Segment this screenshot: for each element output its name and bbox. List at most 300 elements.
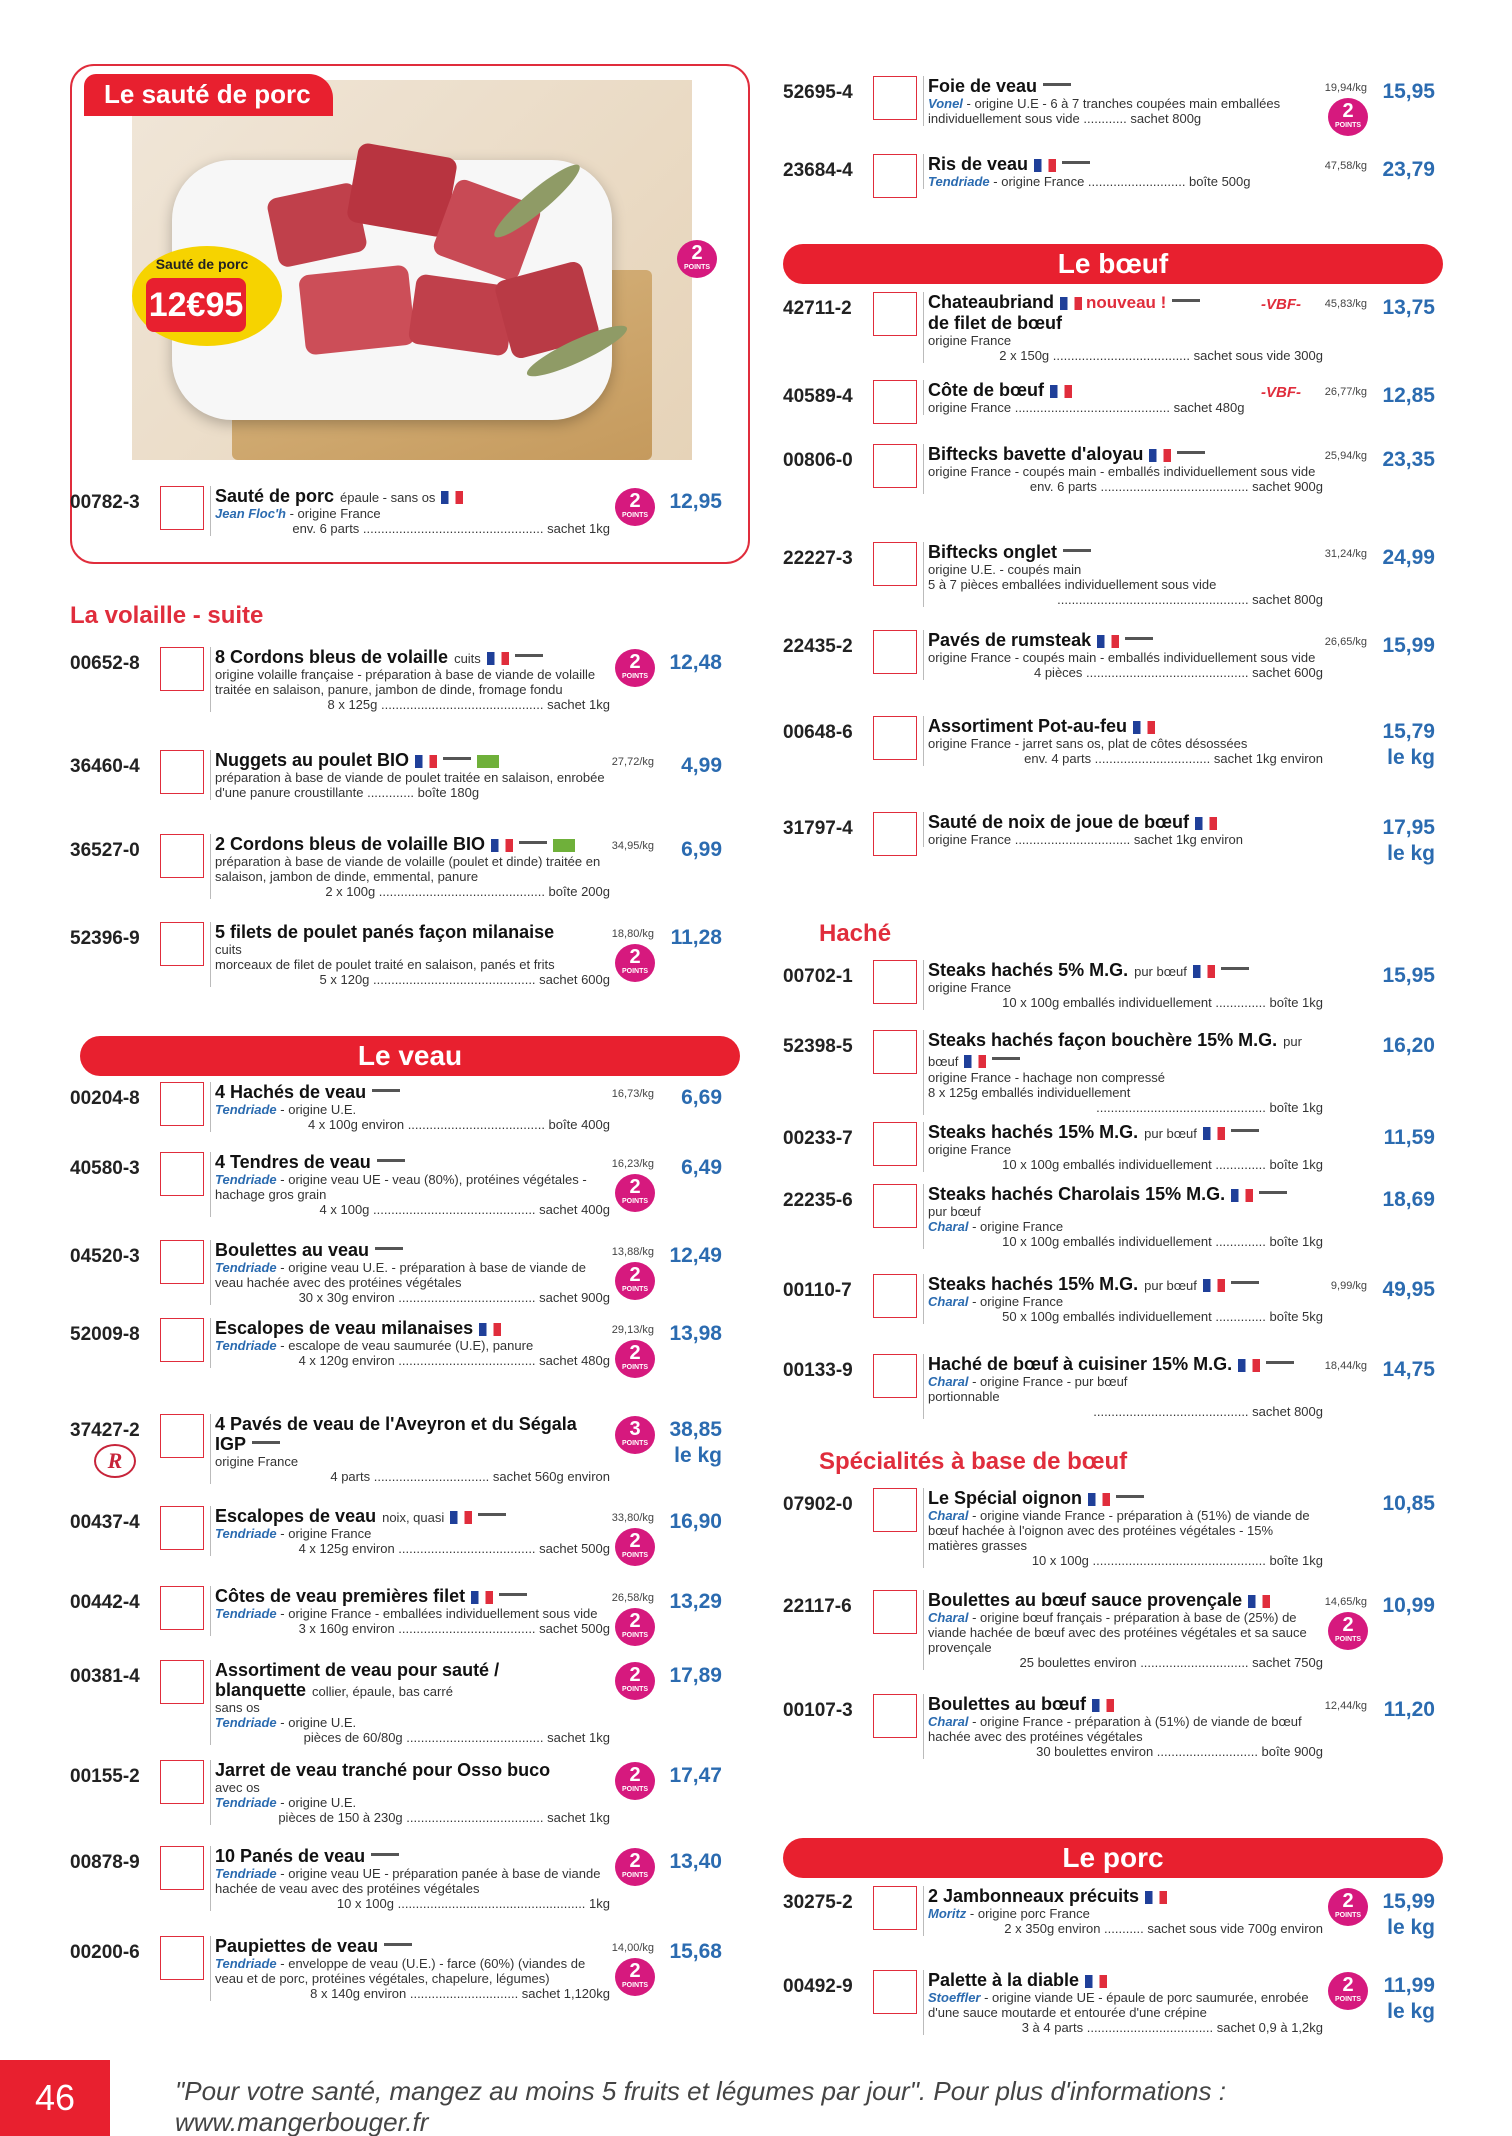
product-code: 30275-2 (783, 1892, 853, 1913)
product-name: Côte de bœuf (928, 380, 1044, 400)
product-price: 14,75 (1382, 1358, 1435, 1381)
product-details: origine volaille française - préparation à base de viande de volaille traitée en salaison, panure, jambon de dinde, fromage fondu (215, 667, 596, 697)
packaging: 3 x 160g environ ...................................... sachet 500g (298, 1621, 610, 1636)
order-checkbox[interactable] (160, 834, 204, 878)
brand-name: Tendriade (215, 1956, 277, 1971)
order-checkbox[interactable] (160, 1936, 204, 1980)
product-price: 11,28 (670, 926, 722, 949)
packaging: env. 6 parts .................................................. sachet 1kg (292, 521, 610, 536)
france-flag-icon (1231, 1189, 1253, 1202)
product-price: 15,95 (1382, 80, 1435, 103)
product-code: 36527-0 (70, 840, 140, 861)
price-per-kg: 16,23/kg (611, 1158, 654, 1170)
order-checkbox[interactable] (160, 922, 204, 966)
packaging: 4 x 100g ............................................. sachet 400g (319, 1202, 610, 1217)
section-specialites: Spécialités à base de bœuf (819, 1448, 1128, 1475)
order-checkbox[interactable] (873, 1694, 917, 1738)
section-hache: Haché (819, 920, 892, 947)
brand-name: Jean Floc'h (215, 506, 286, 521)
france-flag-icon (441, 491, 463, 504)
product-name: Jarret de veau tranché pour Osso buco (215, 1760, 551, 1780)
order-checkbox[interactable] (873, 630, 917, 674)
product-name: 4 Pavés de veau de l'Aveyron et du Ségala IGP (215, 1414, 577, 1454)
product-qualifier: noix, quasi (382, 1510, 445, 1525)
france-flag-icon (1203, 1127, 1225, 1140)
product-qualifier: pur bœuf (1144, 1278, 1197, 1293)
france-flag-icon (1145, 1891, 1167, 1904)
price-per-kg: 45,83/kg (1324, 298, 1367, 310)
product-details: pur bœuf Charal - origine France (928, 1204, 1064, 1234)
product-description (210, 1414, 610, 1484)
product-name: Escalopes de veau milanaises (215, 1318, 474, 1338)
brand-name: Tendriade (215, 1102, 277, 1117)
knife-icon (1231, 1129, 1259, 1138)
packaging: 4 x 100g environ ...................................... boîte 400g (307, 1117, 610, 1132)
product-code: 00442-4 (70, 1592, 140, 1613)
product-price: 12,85 (1382, 384, 1435, 407)
packaging: 4 parts ................................ sachet 560g environ (330, 1469, 610, 1484)
france-flag-icon (471, 1591, 493, 1604)
product-price: 23,35 (1382, 448, 1435, 471)
france-flag-icon (1133, 721, 1155, 734)
order-checkbox[interactable] (160, 486, 204, 530)
product-name: Chateaubriand (928, 292, 1055, 312)
knife-icon (1221, 967, 1249, 976)
brand-name: Moritz (928, 1906, 967, 1921)
product-price: 15,99 (1382, 634, 1435, 657)
product-code: 07902-0 (783, 1494, 853, 1515)
packaging: 8 x 125g ............................................. sachet 1kg (327, 697, 610, 712)
points-icon: 2 POINTS (615, 1762, 655, 1800)
product-name: Boulettes au veau (215, 1240, 370, 1260)
france-flag-icon (415, 755, 437, 768)
product-code: 00155-2 (70, 1766, 140, 1787)
france-flag-icon (491, 839, 513, 852)
brand-name: Charal (928, 1508, 969, 1523)
product-description (210, 1240, 610, 1305)
product-code: 00381-4 (70, 1666, 140, 1687)
france-flag-icon (1149, 449, 1171, 462)
price-per-kg: 27,72/kg (611, 756, 654, 768)
knife-icon (1231, 1281, 1259, 1290)
product-details: - origine France (276, 1526, 372, 1541)
points-icon: 2 POINTS (677, 240, 717, 278)
price-per-kg: 26,65/kg (1324, 636, 1367, 648)
product-description (923, 76, 1323, 126)
product-name: 5 filets de poulet panés façon milanaise (215, 922, 555, 942)
product-details: préparation à base de viande de poulet traitée en salaison, enrobée d'une panure croustillante ............. boîte 180g (215, 770, 605, 800)
order-checkbox[interactable] (873, 1184, 917, 1228)
brand-name: Stoeffler (928, 1990, 981, 2005)
product-name: 2 Cordons bleus de volaille BIO (215, 834, 486, 854)
product-code: 52396-9 (70, 928, 140, 949)
brand-name: Charal (928, 1374, 969, 1389)
order-checkbox[interactable] (160, 750, 204, 794)
price-per-kg: 25,94/kg (1324, 450, 1367, 462)
product-details: origine France (928, 333, 1012, 348)
product-name: Sauté de noix de joue de bœuf (928, 812, 1190, 832)
product-price: 6,49 (681, 1156, 722, 1179)
knife-icon (992, 1057, 1020, 1066)
product-description (923, 542, 1323, 607)
product-name-line2: de filet de bœuf (928, 313, 1062, 333)
product-description (923, 960, 1323, 1010)
order-checkbox[interactable] (160, 647, 204, 691)
price-unit: le kg (1387, 1916, 1435, 1939)
product-price: 11,99 (1383, 1974, 1435, 1997)
product-price: 24,99 (1382, 546, 1435, 569)
product-details: origine France - coupés main - emballés individuellement sous vide (928, 464, 1316, 479)
page-number: 46 (0, 2060, 110, 2136)
france-flag-icon (1195, 817, 1217, 830)
product-details: - origine France ........................... boîte 500g (989, 174, 1251, 189)
packaging: 30 boulettes environ ............................ boîte 900g (1036, 1744, 1323, 1759)
section-veau: Le veau (80, 1036, 740, 1076)
bio-icon (553, 839, 575, 852)
product-description (923, 1488, 1323, 1568)
featured-title: Le sauté de porc (84, 74, 333, 116)
product-description (923, 1274, 1323, 1324)
order-checkbox[interactable] (873, 1590, 917, 1634)
product-description (210, 834, 610, 899)
product-description (210, 1586, 610, 1636)
knife-icon (443, 757, 471, 766)
product-name: Assortiment Pot-au-feu (928, 716, 1128, 736)
brand-name: Tendriade (215, 1172, 277, 1187)
points-icon: 2 POINTS (1328, 1888, 1368, 1926)
france-flag-icon (964, 1055, 986, 1068)
product-price: 15,95 (1382, 964, 1435, 987)
product-description (923, 1354, 1323, 1419)
france-flag-icon (1097, 635, 1119, 648)
product-name: Steaks hachés Charolais 15% M.G. (928, 1184, 1226, 1204)
order-checkbox[interactable] (873, 154, 917, 198)
product-price: 15,99 (1382, 1890, 1435, 1913)
brand-name: Charal (928, 1610, 969, 1625)
brand-name: Tendriade (215, 1260, 277, 1275)
knife-icon (478, 1513, 506, 1522)
product-code: 40580-3 (70, 1158, 140, 1179)
product-price: 16,20 (1382, 1034, 1435, 1057)
product-details: origine France (928, 1142, 1012, 1157)
product-description (923, 1694, 1323, 1759)
product-description (923, 1030, 1323, 1115)
order-checkbox[interactable] (160, 1506, 204, 1550)
knife-icon (519, 841, 547, 850)
order-checkbox[interactable] (160, 1660, 204, 1704)
product-description (210, 486, 610, 536)
vbf-label: -VBF- (1261, 296, 1301, 313)
product-description (210, 1082, 610, 1132)
packaging: ..................................................... sachet 800g (1057, 592, 1323, 607)
product-price: 13,40 (669, 1850, 722, 1873)
packaging: 2 x 100g .............................................. boîte 200g (325, 884, 610, 899)
product-description (210, 1318, 610, 1368)
product-name: Nuggets au poulet BIO (215, 750, 410, 770)
product-details: origine France ................................ sachet 1kg environ (928, 832, 1244, 847)
product-details: avec os Tendriade - origine U.E. (215, 1780, 357, 1810)
order-checkbox[interactable] (873, 812, 917, 856)
product-price: 18,69 (1382, 1188, 1435, 1211)
product-qualifier: pur bœuf (1144, 1126, 1197, 1141)
product-price: 12,49 (669, 1244, 722, 1267)
product-details: - origine France - pur bœuf portionnable (928, 1374, 1128, 1404)
product-details: - origine France (286, 506, 381, 521)
product-code: 00492-9 (783, 1976, 853, 1997)
product-description (210, 647, 610, 712)
product-code: 00204-8 (70, 1088, 140, 1109)
product-description (210, 1506, 610, 1556)
price-per-kg: 29,13/kg (611, 1324, 654, 1336)
product-name: Palette à la diable (928, 1970, 1080, 1990)
order-checkbox[interactable] (873, 76, 917, 120)
france-flag-icon (1085, 1975, 1107, 1988)
product-code: 22117-6 (783, 1596, 852, 1617)
product-details: origine France - hachage non compressé 8 x 125g emballés individuellement (928, 1070, 1166, 1100)
knife-icon (384, 1943, 412, 1952)
product-qualifier: pur bœuf (928, 1034, 1302, 1069)
product-description (210, 922, 610, 987)
order-checkbox[interactable] (873, 542, 917, 586)
product-description (923, 1184, 1323, 1249)
product-price: 17,95 (1382, 816, 1435, 839)
brand-name: Charal (928, 1714, 969, 1729)
order-checkbox[interactable] (873, 444, 917, 488)
knife-icon (1062, 161, 1090, 170)
product-code: 00702-1 (783, 966, 853, 987)
price-per-kg: 12,44/kg (1324, 1700, 1367, 1712)
product-description (923, 154, 1323, 189)
france-flag-icon (1092, 1699, 1114, 1712)
points-icon: 2 POINTS (615, 944, 655, 982)
product-code: 23684-4 (783, 160, 853, 181)
order-checkbox[interactable] (873, 1354, 917, 1398)
product-price: 23,79 (1382, 158, 1435, 181)
packaging: 4 x 120g environ ...................................... sachet 480g (298, 1353, 610, 1368)
product-details: - origine France - emballées individuellement sous vide (276, 1606, 598, 1621)
order-checkbox[interactable] (160, 1318, 204, 1362)
product-price: 13,98 (669, 1322, 722, 1345)
new-badge: nouveau ! (1086, 293, 1167, 312)
product-price: 13,75 (1382, 296, 1435, 319)
product-details: - origine bœuf français - préparation à base de (25%) de viande hachée de bœuf avec des protéines végétales et sa sauce provençale (928, 1610, 1307, 1655)
product-details: sans os Tendriade - origine U.E. (215, 1700, 357, 1730)
product-details: - origine veau UE - préparation panée à base de viande hachée de veau avec des protéines végétales (215, 1866, 601, 1896)
product-description (210, 1760, 610, 1825)
knife-icon (1266, 1361, 1294, 1370)
badge-label: Sauté de porc (155, 256, 249, 272)
packaging: 5 x 120g ............................................. sachet 600g (319, 972, 610, 987)
france-flag-icon (450, 1511, 472, 1524)
price-per-kg: 47,58/kg (1324, 160, 1367, 172)
bio-icon (477, 755, 499, 768)
product-code: 52009-8 (70, 1324, 140, 1345)
knife-icon (1259, 1191, 1287, 1200)
product-name: Steaks hachés 5% M.G. (928, 960, 1129, 980)
brand-name: Tendriade (215, 1606, 277, 1621)
france-flag-icon (1088, 1493, 1110, 1506)
product-details: origine France (215, 1454, 299, 1469)
france-flag-icon (1203, 1279, 1225, 1292)
price-per-kg: 31,24/kg (1324, 548, 1367, 560)
order-checkbox[interactable] (873, 1274, 917, 1318)
product-description (210, 1152, 610, 1217)
knife-icon (499, 1593, 527, 1602)
packaging: 30 x 30g environ ...................................... sachet 900g (298, 1290, 610, 1305)
price-per-kg: 13,88/kg (611, 1246, 654, 1258)
product-description (923, 1590, 1323, 1670)
price-per-kg: 26,77/kg (1324, 386, 1367, 398)
product-qualifier: collier, épaule, bas carré (312, 1684, 453, 1699)
france-flag-icon (1050, 385, 1072, 398)
points-icon: 2 POINTS (615, 1958, 655, 1996)
price-badge (132, 242, 711, 346)
france-flag-icon (1248, 1595, 1270, 1608)
packaging: 4 pièces ............................................. sachet 600g (1033, 665, 1323, 680)
points-icon: 3 POINTS (615, 1416, 655, 1454)
product-price: 49,95 (1382, 1278, 1435, 1301)
brand-name: Vonel (928, 96, 963, 111)
order-checkbox[interactable] (160, 1846, 204, 1890)
price-per-kg: 18,44/kg (1324, 1360, 1367, 1372)
product-price: 10,85 (1382, 1492, 1435, 1515)
product-code: 22435-2 (783, 636, 853, 657)
section-boeuf: Le bœuf (783, 244, 1443, 284)
product-price: 11,59 (1383, 1126, 1435, 1149)
product-price: 6,99 (681, 838, 722, 861)
product-name: Boulettes au bœuf sauce provençale (928, 1590, 1243, 1610)
packaging: env. 4 parts ................................ sachet 1kg environ (1024, 751, 1323, 766)
points-icon: 2 POINTS (1328, 1972, 1368, 2010)
brand-name: Charal (928, 1294, 969, 1309)
packaging: 10 x 100g emballés individuellement .............. boîte 1kg (1002, 1234, 1323, 1249)
product-details: - origine veau UE - veau (80%), protéines végétales - hachage gros grain (215, 1172, 587, 1202)
product-name: Sauté de porc (215, 486, 335, 506)
product-code: 00648-6 (783, 722, 853, 743)
knife-icon (1125, 637, 1153, 646)
product-code: 00652-8 (70, 653, 140, 674)
order-checkbox[interactable] (873, 716, 917, 760)
section-porc: Le porc (783, 1838, 1443, 1878)
product-price: 17,47 (669, 1764, 722, 1787)
price-per-kg: 19,94/kg (1324, 82, 1367, 94)
product-code: 40589-4 (783, 386, 853, 407)
packaging: 25 boulettes environ .............................. sachet 750g (1019, 1655, 1323, 1670)
product-description (923, 444, 1323, 494)
price-per-kg: 14,00/kg (611, 1942, 654, 1954)
order-checkbox[interactable] (873, 292, 917, 336)
product-price: 10,99 (1382, 1594, 1435, 1617)
product-name: Assortiment de veau pour sauté / blanquette (215, 1660, 500, 1700)
order-checkbox[interactable] (160, 1586, 204, 1630)
product-details: - enveloppe de veau (U.E.) - farce (60%) (viandes de veau et de porc, protéines végétales, chapelure, légumes) (215, 1956, 586, 1986)
order-checkbox[interactable] (873, 380, 917, 424)
product-code: 00782-3 (70, 492, 140, 513)
france-flag-icon (479, 1323, 501, 1336)
product-name: Côtes de veau premières filet (215, 1586, 466, 1606)
price-per-kg: 14,65/kg (1324, 1596, 1367, 1608)
order-checkbox[interactable] (160, 1240, 204, 1284)
brand-name: Tendriade (215, 1338, 277, 1353)
brand-name: Tendriade (215, 1526, 277, 1541)
price-per-kg: 16,73/kg (611, 1088, 654, 1100)
points-icon: 2 POINTS (615, 1528, 655, 1566)
order-checkbox[interactable] (873, 960, 917, 1004)
knife-icon (1172, 299, 1200, 308)
order-checkbox[interactable] (873, 1886, 917, 1930)
knife-icon (252, 1441, 280, 1450)
france-flag-icon (487, 652, 509, 665)
product-price: 15,79 (1382, 720, 1435, 743)
product-name: Boulettes au bœuf (928, 1694, 1086, 1714)
france-flag-icon (1060, 297, 1082, 310)
packaging: 10 x 100g .................................................... 1kg (336, 1896, 610, 1911)
product-code: 22235-6 (783, 1190, 853, 1211)
knife-icon (515, 654, 543, 663)
label-rouge-icon: R (94, 1444, 136, 1478)
product-description (923, 716, 1323, 766)
knife-icon (1043, 83, 1071, 92)
packaging: env. 6 parts ......................................... sachet 900g (1029, 479, 1323, 494)
order-checkbox[interactable] (160, 1082, 204, 1126)
knife-icon (1177, 451, 1205, 460)
product-code: 00806-0 (783, 450, 853, 471)
order-checkbox[interactable] (873, 1488, 917, 1532)
points-icon: 2 POINTS (615, 649, 655, 687)
product-details: préparation à base de viande de volaille (poulet et dinde) traitée en salaison, jambon de dinde, emmental, panure (215, 854, 601, 884)
order-checkbox[interactable] (873, 1122, 917, 1166)
points-icon: 2 POINTS (615, 1174, 655, 1212)
product-price: 17,89 (669, 1664, 722, 1687)
points-icon: 2 POINTS (615, 1848, 655, 1886)
price-unit: le kg (674, 1444, 722, 1467)
product-name: 4 Hachés de veau (215, 1082, 367, 1102)
product-details: - origine U.E - 6 à 7 tranches coupées main emballées individuellement sous vide ............ sachet 800g (928, 96, 1281, 126)
order-checkbox[interactable] (873, 1030, 917, 1074)
order-checkbox[interactable] (160, 1760, 204, 1804)
order-checkbox[interactable] (160, 1414, 204, 1458)
product-price: 12,48 (669, 651, 722, 674)
france-flag-icon (1238, 1359, 1260, 1372)
product-details: origine France - coupés main - emballés individuellement sous vide (928, 650, 1316, 665)
product-price: 11,20 (1383, 1698, 1435, 1721)
product-description (923, 1122, 1323, 1172)
product-code: 00233-7 (783, 1128, 853, 1149)
product-price: 38,85 (669, 1418, 722, 1441)
knife-icon (1116, 1495, 1144, 1504)
product-code: 00437-4 (70, 1512, 140, 1533)
order-checkbox[interactable] (160, 1152, 204, 1196)
packaging: pièces de 150 à 230g ...................................... sachet 1kg (278, 1810, 610, 1825)
product-code: 42711-2 (783, 298, 852, 319)
points-icon: 2 POINTS (615, 1662, 655, 1700)
product-name: Paupiettes de veau (215, 1936, 379, 1956)
product-details: origine France ........................................... sachet 480g (928, 400, 1245, 415)
product-name: 4 Tendres de veau (215, 1152, 371, 1172)
product-price: 4,99 (681, 754, 722, 777)
product-name: Haché de bœuf à cuisiner 15% M.G. (928, 1354, 1233, 1374)
product-name: Biftecks bavette d'aloyau (928, 444, 1144, 464)
product-code: 04520-3 (70, 1246, 140, 1267)
packaging: 10 x 100g ................................................ boîte 1kg (1031, 1553, 1323, 1568)
product-price: 16,90 (669, 1510, 722, 1533)
footer-message: "Pour votre santé, mangez au moins 5 fruits et légumes par jour". Pour plus d'informations : www.mangerbouger.fr (175, 2076, 1226, 2136)
product-details: - origine viande UE - épaule de porc saumurée, enrobée d'une sauce moutarde et entourée d'une crépine (928, 1990, 1309, 2020)
price-per-kg: 9,99/kg (1330, 1280, 1367, 1292)
order-checkbox[interactable] (873, 1970, 917, 2014)
product-name: Steaks hachés façon bouchère 15% M.G. (928, 1030, 1278, 1050)
product-name: Biftecks onglet (928, 542, 1058, 562)
